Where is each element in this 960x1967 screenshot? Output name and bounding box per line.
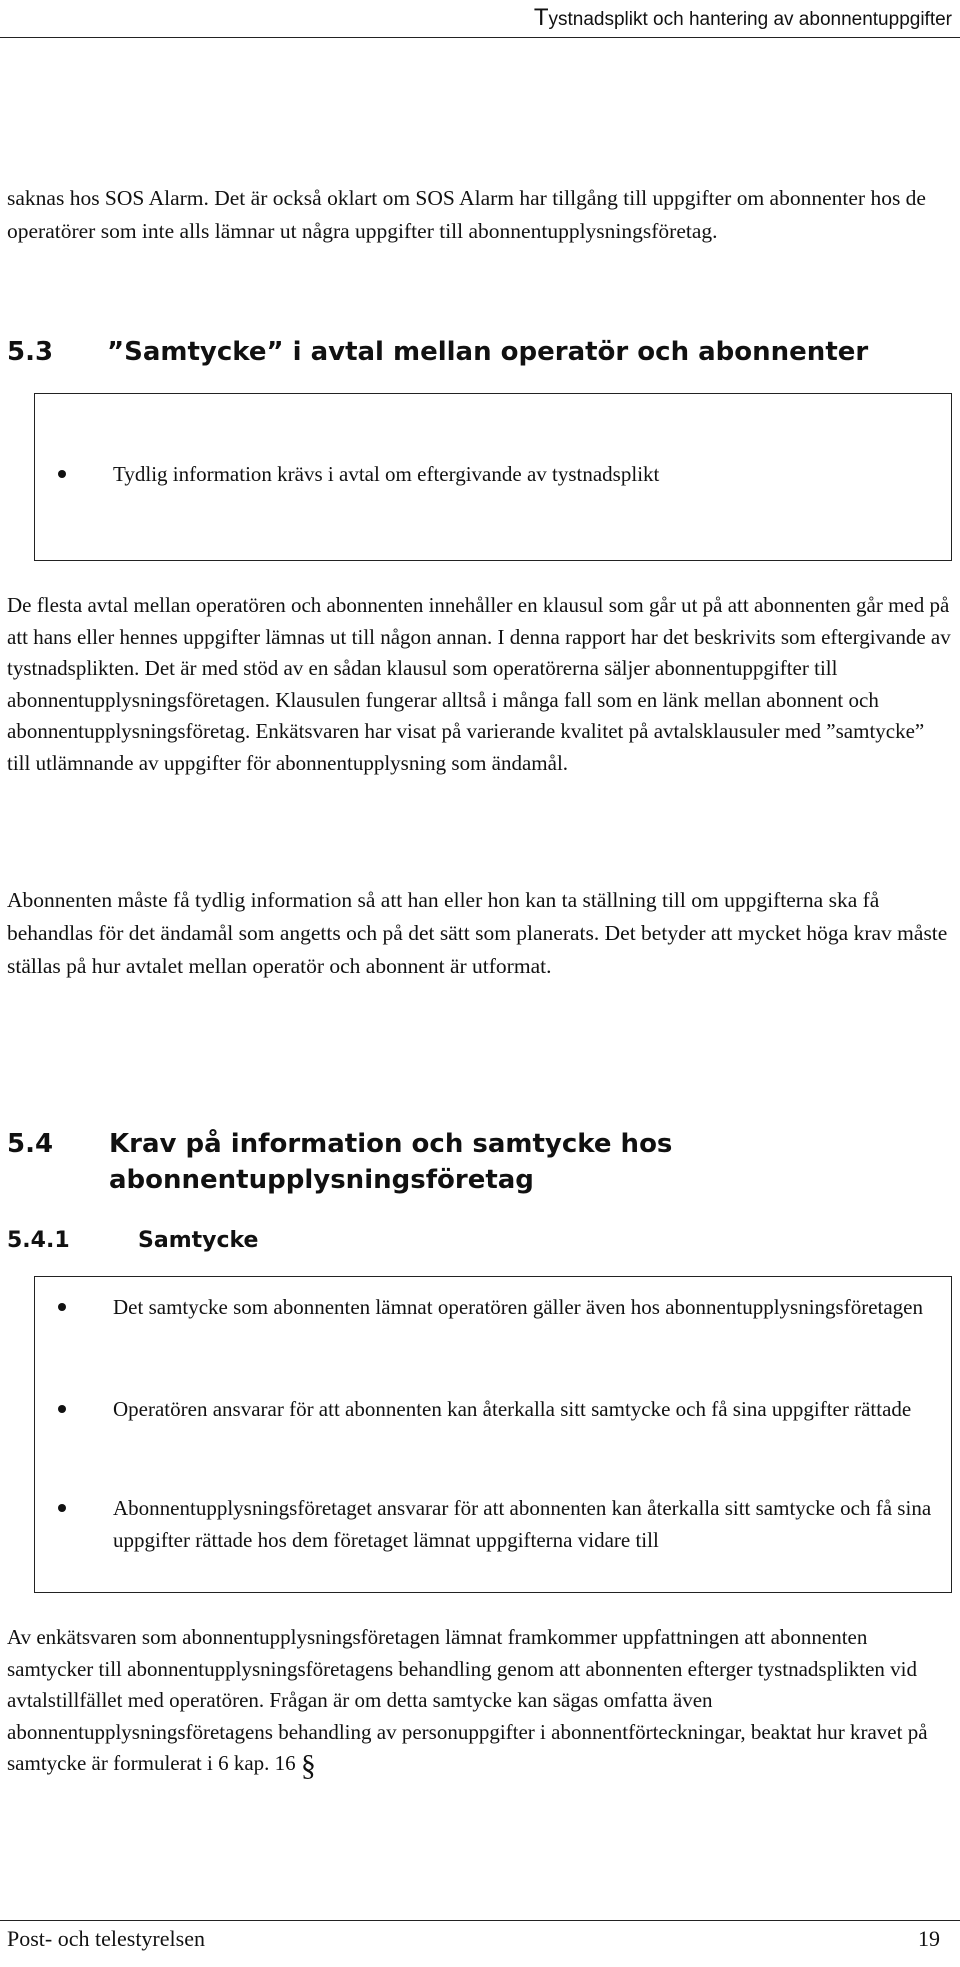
box-bullet [55, 1393, 935, 1425]
section-5-4-title: Krav på information och samtycke hos abonnentupplysningsföretag [109, 1129, 673, 1195]
intro-paragraph: saknas hos SOS Alarm. Det är också oklart om SOS Alarm har tillgång till uppgifter om abonnenter hos de operatörer som inte alls lämnar ut några uppgifter till abonnentupplysningsföretag. [7, 186, 926, 243]
summary-box-5-3 [34, 393, 952, 561]
header-rule [0, 37, 960, 38]
body-paragraph-5-4-1 [7, 1622, 952, 1782]
box-bullet-text: Abonnentupplysningsföretaget ansvarar för att abonnenten kan återkalla sitt samtycke och få sina uppgifter rättade hos dem företaget lämnat uppgifterna vidare till [113, 1496, 932, 1552]
section-5-4-number: 5.4 [7, 1129, 54, 1159]
body-paragraph: De flesta avtal mellan operatören och abonnenten innehåller en klausul som går ut på att abonnenten går med på att hans eller hennes uppgifter lämnas ut till någon annan. I denna rapport har det beskrivits som eftergivande av tystnadsplikten. Det är med stöd av en sådan klausul som operatörerna säljer abonnentuppgifter till abonnentupplysningsföretagen. Klausulen fungerar alltså i många fall som en länk mellan abonnent och abonnentupplysningsföretag. Enkätsvaren har visat på varierande kvalitet på avtalsklausuler med ”samtycke” till utlämnande av uppgifter för abonnentupplysning som ändamål. [7, 593, 951, 775]
footer-rule [0, 1920, 960, 1921]
page-number: 19 [918, 1926, 940, 1951]
section-sign: § [300, 1749, 316, 1782]
bullet-icon [55, 1492, 113, 1556]
box-bullet [55, 1291, 935, 1323]
box-bullet [55, 1492, 935, 1556]
bullet-icon [55, 1393, 113, 1425]
box-bullet [55, 458, 935, 490]
section-5-3-heading [7, 334, 927, 370]
section-5-3-title: ”Samtycke” i avtal mellan operatör och abonnenter [107, 337, 869, 367]
section-5-4-1-title: Samtycke [138, 1228, 259, 1253]
footer-publisher: Post- och telestyrelsen [7, 1926, 205, 1951]
section-5-4-heading [7, 1126, 709, 1198]
box-bullet-text: Operatören ansvarar för att abonnenten kan återkalla sitt samtycke och få sina uppgifter rättade [113, 1397, 912, 1421]
section-5-4-1-number: 5.4.1 [7, 1228, 70, 1253]
section-5-3-number: 5.3 [7, 337, 54, 367]
body-paragraph-text: Av enkätsvaren som abonnentupplysningsföretagen lämnat framkommer uppfattningen att abonnenten samtycker till abonnentupplysningsföretagens behandling genom att abonnenten efterger tystnadsplikten vid avtalstillfället med operatören. Frågan är om detta samtycke kan sägas omfatta även abonnentupplysningsföretagens behandling av personuppgifter i abonnentförteckningar, beaktat hur kravet på samtycke är formulerat i 6 kap. 16 [7, 1625, 928, 1775]
summary-box-5-4-1 [34, 1276, 952, 1593]
bullet-icon [55, 458, 113, 490]
running-header-title: ystnadsplikt och hantering av abonnentuppgifter [548, 9, 952, 30]
running-header-initial: T [533, 4, 549, 31]
running-header [0, 4, 952, 32]
section-5-4-1-heading [7, 1226, 258, 1256]
box-bullet-text: Det samtycke som abonnenten lämnat operatören gäller även hos abonnentupplysningsföretagen [113, 1295, 923, 1319]
body-paragraph: Abonnenten måste få tydlig information så att han eller hon kan ta ställning till om uppgifterna ska få behandlas för det ändamål som angetts och på det sätt som planerats. Det betyder att mycket höga krav måste ställas på hur avtalet mellan operatör och abonnent är utformat. [7, 888, 948, 978]
bullet-icon [55, 1291, 113, 1323]
box-bullet-text: Tydlig information krävs i avtal om eftergivande av tystnadsplikt [113, 462, 660, 486]
